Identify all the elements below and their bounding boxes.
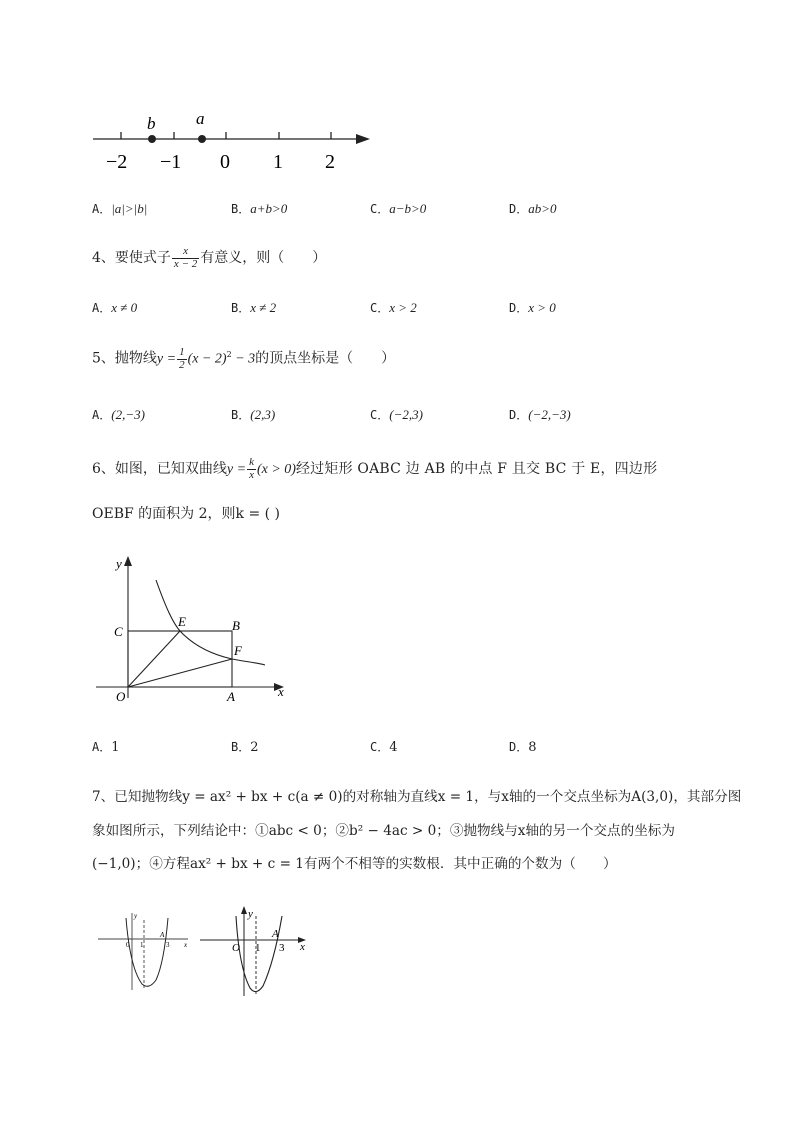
q6-prefix: 6、如图，已知双曲线 xyxy=(92,461,227,477)
q4-frac-den: x − 2 xyxy=(173,258,198,270)
q4-option-d[interactable] xyxy=(509,299,556,316)
option-expr: (−2,3) xyxy=(389,407,423,422)
option-expr: x > 2 xyxy=(389,300,417,315)
option-label: A． xyxy=(92,301,112,315)
option-expr: (2,−3) xyxy=(111,407,145,422)
option-expr: a+b>0 xyxy=(250,201,288,216)
option-label: C． xyxy=(370,740,390,754)
q7-line2: 象如图所示，下列结论中：①abc < 0；②b² − 4ac > 0；③抛物线与x轴的另一个交点的坐标为 xyxy=(92,823,675,839)
q4-option-b[interactable] xyxy=(231,299,276,316)
q4-option-a[interactable] xyxy=(92,299,137,316)
q7-stem-line1 xyxy=(92,787,741,807)
q5-prefix: 5、抛物线 xyxy=(92,350,157,367)
option-label: D． xyxy=(509,301,529,315)
option-expr: x ≠ 2 xyxy=(250,300,277,315)
option-expr: x > 0 xyxy=(528,300,556,315)
q7-stem-line2 xyxy=(92,821,675,841)
q6-option-d[interactable] xyxy=(509,738,537,755)
tick-label-2: 2 xyxy=(325,151,335,173)
q6-label-b: B xyxy=(232,618,240,633)
option-label: A． xyxy=(92,408,112,422)
q5-suffix: 的顶点坐标是（ ） xyxy=(255,350,396,367)
option-label: D． xyxy=(509,202,529,216)
q5-tail: − 3 xyxy=(231,351,256,367)
option-label: A． xyxy=(92,740,112,754)
option-expr: 1 xyxy=(111,740,120,755)
q3-option-a[interactable] xyxy=(92,200,147,217)
option-expr: (−2,−3) xyxy=(528,407,571,422)
q6-option-c[interactable] xyxy=(370,738,398,755)
option-expr: a−b>0 xyxy=(389,201,427,216)
q7b-label-3: 3 xyxy=(279,942,285,954)
q6-line1-rest: 经过矩形 OABC 边 AB 的中点 F 且交 BC 于 E，四边形 xyxy=(295,461,658,477)
q7b-label-a: A xyxy=(272,928,279,940)
q6-segment-of xyxy=(128,659,232,687)
q4-stem xyxy=(92,246,326,270)
q5-option-a[interactable] xyxy=(92,406,145,423)
q5-frac-num: 1 xyxy=(179,345,185,358)
q6-segment-oe xyxy=(128,631,180,687)
option-expr: 8 xyxy=(528,740,537,755)
point-a-label: a xyxy=(196,109,205,128)
q6-label-e: E xyxy=(178,614,186,629)
q5-option-c[interactable] xyxy=(370,406,423,423)
q4-frac-num: x xyxy=(172,246,199,259)
q4-option-c[interactable] xyxy=(370,299,417,316)
tick-label-neg1: −1 xyxy=(160,151,182,173)
tick-label-0: 0 xyxy=(220,151,230,173)
q7-big-figure xyxy=(196,902,311,1002)
q7-small-figure xyxy=(94,908,194,996)
point-a xyxy=(198,135,206,143)
q5-y-eq: y = xyxy=(156,351,177,367)
q6-label-a: A xyxy=(227,689,235,704)
q6-label-o: O xyxy=(116,689,126,704)
q7s-label-a: A xyxy=(160,931,165,939)
q7b-label-1: 1 xyxy=(255,942,261,954)
q5-option-d[interactable] xyxy=(509,406,571,423)
tick-label-1: 1 xyxy=(273,151,283,173)
q6-hyperbola xyxy=(156,580,265,665)
q7-line1: 7、已知抛物线y = ax² + bx + c(a ≠ 0)的对称轴为直线x = 1，与x轴的一个交点坐标为A(3,0)，其部分图 xyxy=(92,789,742,805)
q6-y-eq: y = xyxy=(226,462,247,477)
option-label: B． xyxy=(231,301,251,315)
option-label: A． xyxy=(92,202,112,216)
q6-option-b[interactable] xyxy=(231,738,259,755)
q3-option-c[interactable] xyxy=(370,200,426,217)
q6-label-y: y xyxy=(116,556,122,571)
q6-line2: OEBF 的面积为 2，则k = ( ) xyxy=(92,506,280,522)
tick-label-neg2: −2 xyxy=(106,151,128,173)
q7s-label-y: y xyxy=(134,912,138,920)
q5-body: (x − 2) xyxy=(187,351,227,367)
q5-option-b[interactable] xyxy=(231,406,275,423)
option-label: C． xyxy=(370,408,390,422)
q4-suffix: 有意义，则（ ） xyxy=(200,250,327,266)
option-label: B． xyxy=(231,202,251,216)
option-expr: 4 xyxy=(389,740,398,755)
q6-label-c: C xyxy=(114,624,123,639)
q6-figure xyxy=(88,548,298,708)
q7b-label-x: x xyxy=(300,941,305,953)
q7s-label-3: 3 xyxy=(166,941,170,949)
option-expr: |a|>|b| xyxy=(111,201,148,216)
q6-cond: (x > 0) xyxy=(256,462,296,477)
point-b xyxy=(148,135,156,143)
q6-fraction xyxy=(247,457,256,481)
q7s-label-1: 1 xyxy=(140,941,144,949)
q7-stem-line3 xyxy=(92,854,617,874)
q4-prefix: 4、要使式子 xyxy=(92,250,171,266)
q5-exp: 2 xyxy=(226,350,232,359)
q6-rectangle xyxy=(128,631,232,687)
q6-stem-line2 xyxy=(92,504,280,524)
option-label: D． xyxy=(509,408,529,422)
q6-frac-num: k xyxy=(249,456,254,468)
option-expr: (2,3) xyxy=(250,407,276,422)
q4-fraction xyxy=(172,246,199,270)
q7b-y-arrow xyxy=(241,906,247,914)
q5-stem xyxy=(92,345,395,371)
q6-frac-den: x xyxy=(249,469,254,481)
q7b-label-o: O xyxy=(232,942,240,954)
point-b-label: b xyxy=(147,114,156,133)
q6-stem-line1 xyxy=(92,457,657,481)
q6-label-x: x xyxy=(278,684,284,699)
q5-frac-den: 2 xyxy=(179,358,185,371)
option-label: C． xyxy=(370,202,390,216)
number-line-figure xyxy=(88,108,378,178)
q7s-label-o: 0 xyxy=(126,941,130,949)
option-expr: 2 xyxy=(250,740,259,755)
option-label: B． xyxy=(231,740,251,754)
q3-option-b[interactable] xyxy=(231,200,287,217)
option-expr: ab>0 xyxy=(528,201,557,216)
q7s-label-x: x xyxy=(184,941,188,949)
q3-option-d[interactable] xyxy=(509,200,557,217)
q7-line3: (−1,0)；④方程ax² + bx + c = 1有两个不相等的实数根．其中正确的个数为（ ） xyxy=(92,856,617,872)
option-label: D． xyxy=(509,740,529,754)
q6-label-f: F xyxy=(234,643,242,658)
option-label: B． xyxy=(231,408,251,422)
option-label: C． xyxy=(370,301,390,315)
q6-y-arrow xyxy=(124,556,132,566)
q7b-label-y: y xyxy=(248,908,253,920)
q6-option-a[interactable] xyxy=(92,738,120,755)
option-expr: x ≠ 0 xyxy=(111,300,138,315)
number-line-arrow xyxy=(356,134,370,144)
q5-fraction xyxy=(177,347,187,371)
